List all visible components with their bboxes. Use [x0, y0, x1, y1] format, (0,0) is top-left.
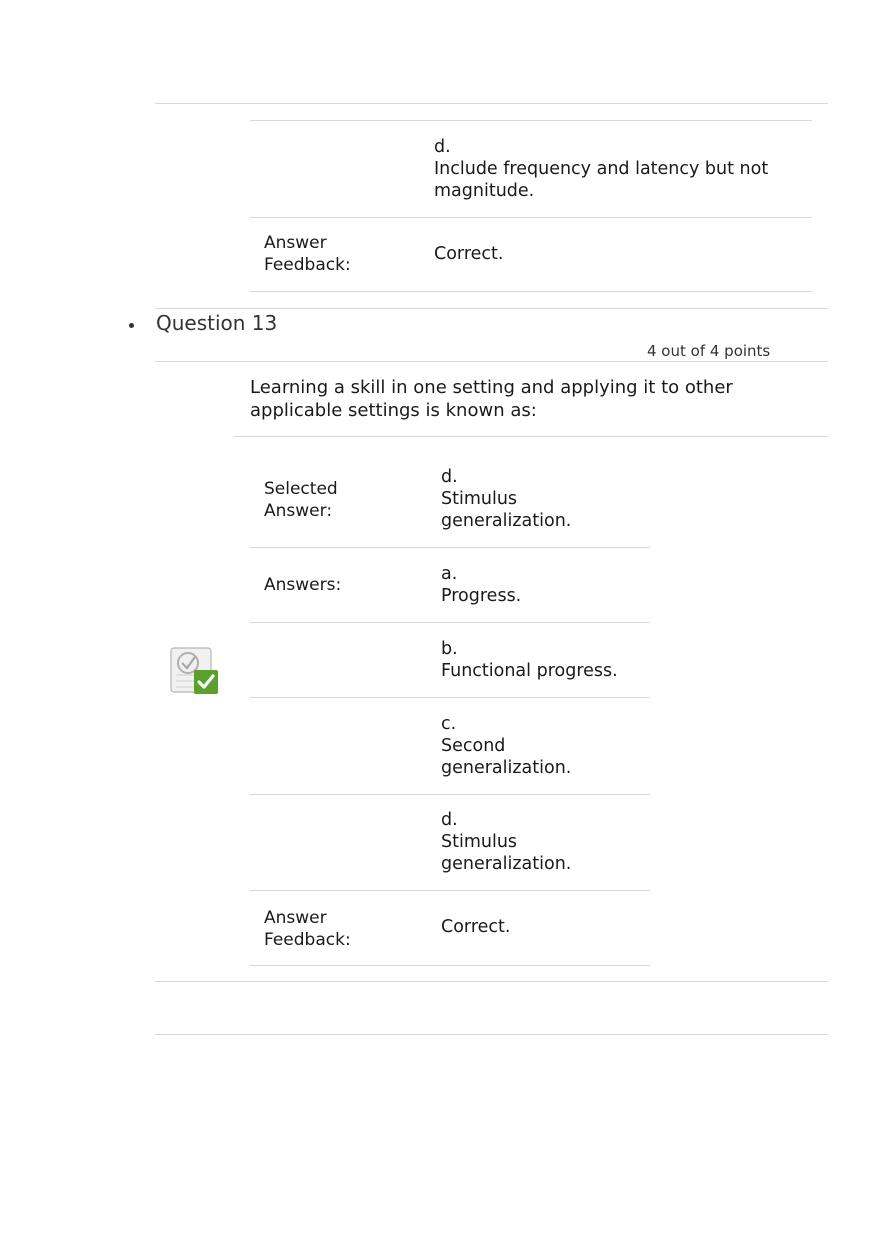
selected-answer-label: Selected Answer:: [264, 479, 338, 521]
selected-answer-value: [441, 466, 606, 532]
option-letter: c.: [441, 714, 457, 734]
section-divider: [155, 1034, 828, 1035]
section-divider: [155, 103, 828, 104]
option-letter: b.: [441, 639, 458, 659]
option-letter: d.: [441, 467, 458, 487]
correct-checkmark-icon: [168, 645, 222, 699]
option-text: Stimulus generalization.: [441, 832, 572, 874]
prev-feedback-value: Correct.: [434, 244, 504, 264]
option-letter: d.: [434, 137, 451, 157]
feedback-value: Correct.: [441, 917, 511, 937]
option-text: Include frequency and latency but not magnitude.: [434, 159, 769, 201]
section-divider: [155, 308, 828, 309]
prev-feedback-label: Answer Feedback:: [264, 233, 351, 275]
question-prompt: Learning a skill in one setting and applying it to other applicable settings is known as:: [250, 377, 733, 421]
option-text: Stimulus generalization.: [441, 489, 572, 531]
table-divider: [250, 622, 650, 623]
answer-option-b: [441, 638, 646, 682]
option-letter: a.: [441, 564, 458, 584]
question-title: Question 13: [156, 311, 278, 335]
question-points: 4 out of 4 points: [647, 342, 771, 360]
prompt-divider: [234, 436, 828, 437]
prev-option-d: [434, 136, 814, 202]
section-divider: [155, 361, 828, 362]
option-text: Progress.: [441, 586, 522, 606]
table-divider: [250, 697, 650, 698]
answer-option-d: [441, 809, 606, 875]
table-divider: [250, 120, 812, 121]
table-divider: [250, 291, 812, 292]
answer-option-a: [441, 563, 641, 607]
section-divider: [155, 981, 828, 982]
table-divider: [250, 794, 650, 795]
feedback-label: Answer Feedback:: [264, 908, 351, 950]
option-text: Functional progress.: [441, 661, 618, 681]
table-divider: [250, 890, 650, 891]
list-bullet: [129, 323, 134, 328]
table-divider: [250, 547, 650, 548]
table-divider: [250, 965, 650, 966]
answer-option-c: [441, 713, 606, 779]
table-divider: [250, 217, 812, 218]
option-text: Second generalization.: [441, 736, 572, 778]
answers-label: Answers:: [264, 575, 342, 595]
option-letter: d.: [441, 810, 458, 830]
